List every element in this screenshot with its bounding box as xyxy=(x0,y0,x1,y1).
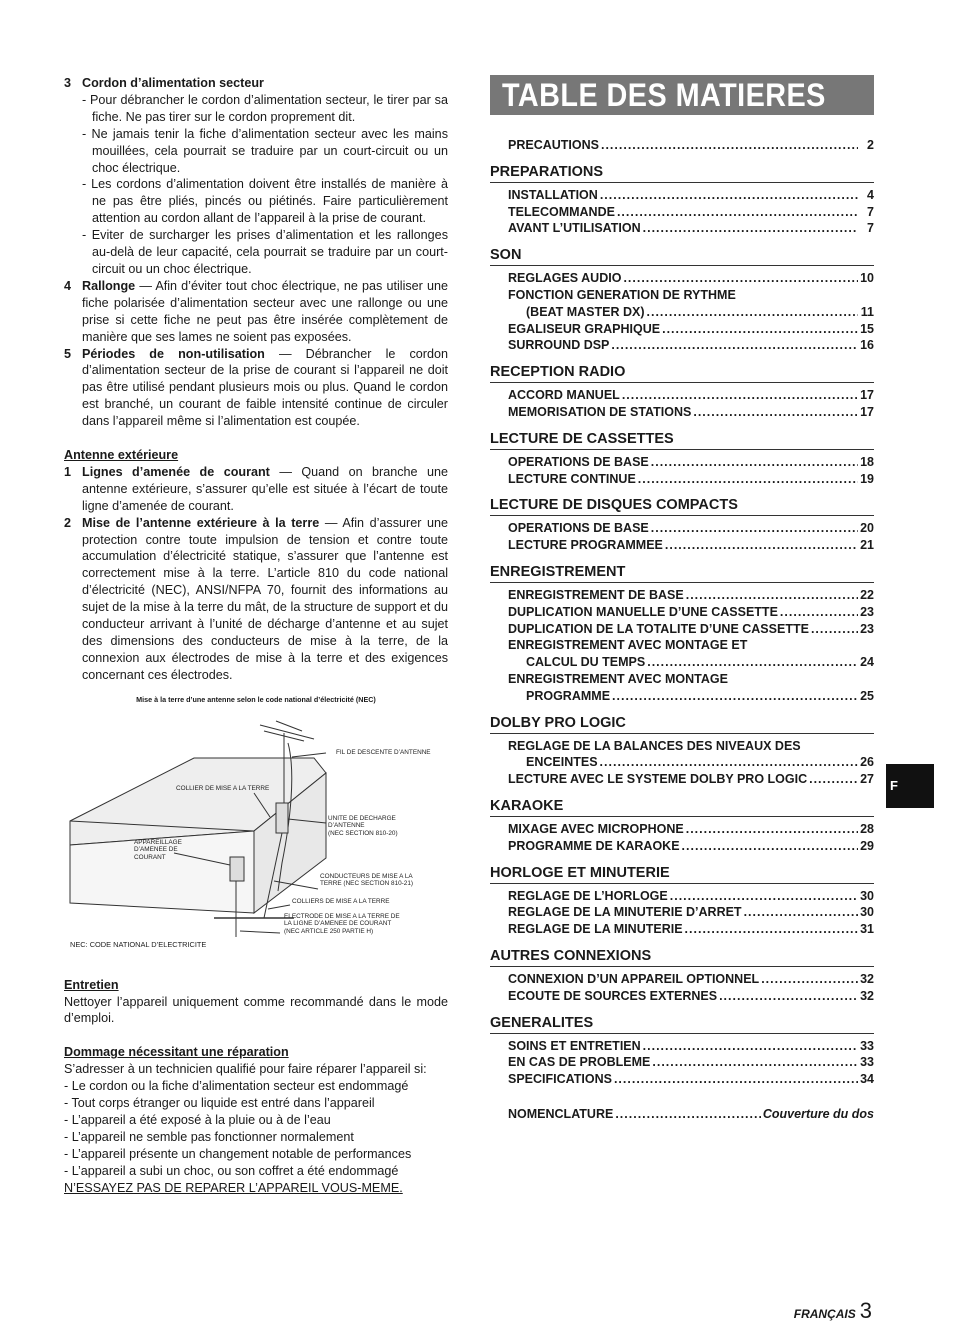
item-extension xyxy=(64,278,448,346)
toc-entry-label: EGALISEUR GRAPHIQUE xyxy=(508,321,661,336)
toc-entry-page: 30 xyxy=(860,888,874,903)
toc-entry[interactable] xyxy=(508,888,874,905)
dommage-list xyxy=(64,1078,448,1179)
toc-entry[interactable] xyxy=(508,688,874,705)
toc-entry-label: AVANT L’UTILISATION xyxy=(508,221,641,236)
toc-leader-dots xyxy=(600,187,858,204)
toc-entry-page: 32 xyxy=(860,988,874,1003)
toc-title-bar xyxy=(490,75,874,115)
toc-precautions xyxy=(508,137,874,154)
toc-entry-page: 15 xyxy=(860,321,874,336)
list-item: - L’appareil a subi un choc, ou son coffret a été endommagé xyxy=(64,1163,399,1178)
toc-leader-dots xyxy=(622,387,858,404)
toc-section-entries xyxy=(508,454,874,488)
toc-entry-page: 22 xyxy=(860,587,874,602)
toc-section-entries xyxy=(508,387,874,421)
toc-leader-dots xyxy=(780,604,858,621)
label-conductors xyxy=(320,873,413,888)
footer-language: FRANÇAIS xyxy=(793,1307,856,1321)
toc-entry-label: REGLAGE DE LA BALANCES DES NIVEAUX DES xyxy=(508,738,801,753)
toc-entry-page: 10 xyxy=(860,271,874,286)
toc-entry-page: 18 xyxy=(860,454,874,469)
toc-entry-label: REGLAGE DE LA MINUTERIE D’ARRET xyxy=(508,905,742,920)
toc-leader-dots xyxy=(809,771,858,788)
label-clamp: COLLIER DE MISE A LA TERRE xyxy=(176,784,270,792)
left-column xyxy=(64,75,448,1197)
toc-leader-dots xyxy=(643,220,858,237)
toc-entry[interactable] xyxy=(508,220,874,237)
toc-entry-page: 28 xyxy=(860,821,874,836)
toc-entry-page: 31 xyxy=(860,922,874,937)
toc-entry[interactable] xyxy=(508,321,874,338)
page-footer xyxy=(794,1298,872,1324)
toc-entry[interactable] xyxy=(508,1038,874,1055)
toc-leader-dots xyxy=(811,621,858,638)
toc-entry-label: FONCTION GENERATION DE RYTHME xyxy=(508,287,736,302)
toc-entry-label: MIXAGE AVEC MICROPHONE xyxy=(508,821,684,836)
toc-section-entries xyxy=(508,738,874,788)
list-item: - L’appareil a été exposé à la pluie ou à de l’eau xyxy=(64,1112,331,1127)
bullet: - Eviter de surcharger les prises d’alimentation et les rallonges au-delà de leur capacité, cela pourrait se traduire par un court-circuit ou un choc électrique. xyxy=(82,228,448,276)
label-line: APPAREILLAGE xyxy=(134,838,182,846)
toc-entry-page: 17 xyxy=(860,404,874,419)
toc-leader-dots xyxy=(600,754,858,771)
toc-section-heading[interactable]: KARAOKE xyxy=(490,798,874,817)
toc-leader-dots xyxy=(643,1038,858,1055)
label-line: (NEC ARTICLE 250 PARTIE H) xyxy=(284,927,374,935)
toc-entry-label: OPERATIONS DE BASE xyxy=(508,454,649,469)
toc-leader-dots xyxy=(601,137,858,154)
toc-nomenclature xyxy=(508,1106,874,1123)
language-tab xyxy=(886,764,934,808)
list-item: - Le cordon ou la fiche d’alimentation secteur est endommagé xyxy=(64,1079,409,1094)
label-nec: NEC: CODE NATIONAL D’ELECTRICITE xyxy=(70,939,207,949)
toc-entry-page: 4 xyxy=(867,187,874,202)
label-line: D’ANTENNE xyxy=(328,822,365,830)
toc-leader-dots xyxy=(686,587,858,604)
toc-section-entries xyxy=(508,888,874,938)
toc-entry-page: 26 xyxy=(860,755,874,770)
item-text: — Quand on branche une antenne extérieure, s’assurer qu’elle est située à l’écart de toute ligne d’amenée de courant. xyxy=(82,464,448,513)
toc-section-entries xyxy=(508,971,874,1005)
toc-entry-label: (BEAT MASTER DX) xyxy=(526,304,645,319)
toc-entry[interactable] xyxy=(508,304,874,321)
toc-leader-dots xyxy=(761,971,858,988)
toc-entry-label: REGLAGES AUDIO xyxy=(508,271,622,286)
toc-section-entries xyxy=(508,270,874,354)
toc-leader-dots xyxy=(615,1106,761,1123)
toc-entry-page: 30 xyxy=(860,905,874,920)
item-number: 4 xyxy=(64,278,72,293)
toc-leader-dots xyxy=(651,520,858,537)
item-antenna-grounding xyxy=(64,515,448,684)
toc-entry-label: CONNEXION D’UN APPAREIL OPTIONNEL xyxy=(508,971,760,986)
bullet: - Pour débrancher le cordon d’alimentation secteur, le tirer par sa fiche. Ne pas tirer sur le cordon proprement dit. xyxy=(82,92,448,124)
toc-entry-label: ENREGISTREMENT AVEC MONTAGE ET xyxy=(508,638,748,653)
toc-entry-label: DUPLICATION MANUELLE D’UNE CASSETTE xyxy=(508,604,778,619)
toc-sections xyxy=(490,164,874,1088)
toc-entry[interactable] xyxy=(508,1071,874,1088)
label-lead-in: FIL DE DESCENTE D’ANTENNE xyxy=(336,748,431,756)
toc-entry[interactable] xyxy=(508,1054,874,1071)
toc-entry-label: ENCEINTES xyxy=(526,755,598,770)
item-text: — Afin d’éviter tout choc électrique, ne pas utiliser une fiche polarisée d’alimentation secteur avec une rallonge ou une prise si cette fiche ne peut pas être insérée complètement de manière que ses lames ne soient pas exposées. xyxy=(82,278,448,344)
item-number: 3 xyxy=(64,76,72,90)
item-title: Rallonge xyxy=(82,278,136,293)
list-item: - L’appareil ne semble pas fonctionner normalement xyxy=(64,1129,354,1144)
toc-entry[interactable] xyxy=(508,738,874,755)
toc-leader-dots xyxy=(693,404,858,421)
label-clamps: COLLIERS DE MISE A LA TERRE xyxy=(292,897,390,905)
toc-section-entries xyxy=(508,1038,874,1088)
item-title: Périodes de non-utilisation xyxy=(82,346,265,361)
toc-entry-label: TELECOMMANDE xyxy=(508,204,615,219)
toc-entry-label: DUPLICATION DE LA TOTALITE D’UNE CASSETTE xyxy=(508,621,809,636)
toc-entry[interactable] xyxy=(508,387,874,404)
toc-entry-page: 32 xyxy=(860,971,874,986)
toc-section-heading[interactable]: LECTURE DE DISQUES COMPACTS xyxy=(490,497,874,516)
toc-entry[interactable] xyxy=(508,454,874,471)
toc-entry[interactable] xyxy=(508,137,874,154)
toc-entry[interactable] xyxy=(508,621,874,638)
toc-entry-page: Couverture du dos xyxy=(762,1106,874,1121)
toc-section-heading[interactable]: DOLBY PRO LOGIC xyxy=(490,715,874,734)
label-discharge-unit xyxy=(328,815,398,838)
item-non-use xyxy=(64,346,448,431)
toc-title: TABLE DES MATIERES xyxy=(502,77,826,113)
toc-leader-dots xyxy=(719,988,858,1005)
toc-leader-dots xyxy=(651,454,858,471)
toc-entry[interactable] xyxy=(508,287,874,304)
toc-entry-page: 7 xyxy=(867,204,874,219)
toc-entry-label: PRECAUTIONS xyxy=(508,138,599,152)
item-text: — Débrancher le cordon d’alimentation secteur de la prise de courant si l’appareil ne doit pas être utilisé pendant plusieurs mois ou plus. Quand le cordon est branché, un courant de faible intensité continue de circuler dans l’appareil même si l’alimentation est coupée. xyxy=(82,346,448,429)
toc-entry-label: LECTURE AVEC LE SYSTEME DOLBY PRO LOGIC xyxy=(508,772,808,787)
toc-entry[interactable] xyxy=(508,921,874,938)
toc-entry[interactable] xyxy=(508,520,874,537)
toc-entry-page: 11 xyxy=(860,304,874,319)
toc-entry-page: 23 xyxy=(860,621,874,636)
toc-entry[interactable] xyxy=(508,270,874,287)
toc-entry-page: 33 xyxy=(860,1055,874,1070)
toc-section-entries xyxy=(508,187,874,237)
item-text: — Afin d’assurer une protection contre toute impulsion de tension et contre toute accumulation d’électricité statique, s’assurer que l’antenne est correctement mise à la terre. L’article 810 du code national d’électricité (NEC), ANSI/NFPA 70, fournit des informations au sujet de la mise à la terre du mât, de la structure de support et du conducteur arrivant à l’unité de décharge d’antenne et au sujet des dimensions des conducteurs de mise à la terre, de la connexion aux électrodes de mise à la terre et des exigences concernant ces électrodes. xyxy=(82,515,448,682)
entretien-heading: Entretien xyxy=(64,977,119,992)
toc-section-heading[interactable]: ENREGISTREMENT xyxy=(490,564,874,583)
language-tab-label: F xyxy=(890,778,898,793)
toc-entry-label: INSTALLATION xyxy=(508,187,598,202)
toc-entry[interactable] xyxy=(508,838,874,855)
toc-entry[interactable] xyxy=(508,637,874,654)
toc-entry[interactable] xyxy=(508,404,874,421)
toc-section-heading[interactable]: LECTURE DE CASSETTES xyxy=(490,431,874,450)
toc-leader-dots xyxy=(665,537,858,554)
toc-entry-label: SPECIFICATIONS xyxy=(508,1072,612,1087)
label-service xyxy=(134,839,182,862)
toc-leader-dots xyxy=(647,304,858,321)
toc-entry-label: PROGRAMME xyxy=(526,688,611,703)
toc-entry-page: 33 xyxy=(860,1038,874,1053)
toc-section-entries xyxy=(508,520,874,554)
power-cord-bullets xyxy=(82,92,448,278)
item-power-lines xyxy=(64,464,448,515)
toc-entry-page: 2 xyxy=(867,138,874,152)
toc-entry-page: 34 xyxy=(860,1072,874,1087)
antenna-heading: Antenne extérieure xyxy=(64,448,179,463)
toc-entry-label: ECOUTE DE SOURCES EXTERNES xyxy=(508,988,718,1003)
toc-entry-label: OPERATIONS DE BASE xyxy=(508,521,649,536)
toc-entry[interactable] xyxy=(508,754,874,771)
toc-entry[interactable] xyxy=(508,988,874,1005)
toc-entry-page: 24 xyxy=(860,655,874,670)
toc-entry-label: LECTURE CONTINUE xyxy=(508,471,636,486)
label-line: CONDUCTEURS DE MISE A LA xyxy=(320,872,413,880)
toc-entry-page: 21 xyxy=(860,538,874,553)
toc-entry-page: 7 xyxy=(867,221,874,236)
item-title: Cordon d’alimentation secteur xyxy=(82,76,264,90)
toc-entry-page: 23 xyxy=(860,604,874,619)
toc-entry-label: PROGRAMME DE KARAOKE xyxy=(508,838,680,853)
toc-section-heading[interactable]: GENERALITES xyxy=(490,1015,874,1034)
bullet: - Les cordons d’alimentation doivent être installés de manière à ne pas être pliés, pincés ou piétinés. Faire particulièrement attention au cordon allant de l’appareil à la prise de courant. xyxy=(82,177,448,226)
toc-entry-page: 19 xyxy=(860,471,874,486)
dommage-heading: Dommage nécessitant une réparation xyxy=(64,1045,289,1060)
toc-leader-dots xyxy=(638,471,858,488)
toc-leader-dots xyxy=(612,688,858,705)
toc-entry-page: 17 xyxy=(860,388,874,403)
toc-entry-page: 20 xyxy=(860,521,874,536)
entretien-text: Nettoyer l’appareil uniquement comme recommandé dans le mode d’emploi. xyxy=(64,994,448,1026)
item-power-cord xyxy=(64,75,448,92)
label-line: UNITE DE DECHARGE xyxy=(328,814,396,822)
bullet: - Ne jamais tenir la fiche d’alimentation secteur avec les mains mouillées, cela pourrait se traduire par un court-circuit ou un choc électrique. xyxy=(82,126,448,175)
toc-entry-label: SOINS ET ENTRETIEN xyxy=(508,1038,641,1053)
toc-entry[interactable] xyxy=(508,904,874,921)
toc-entry-page: 25 xyxy=(860,688,874,703)
toc-entry[interactable] xyxy=(508,187,874,204)
toc-section-entries xyxy=(508,821,874,855)
toc-entry[interactable] xyxy=(508,971,874,988)
toc-entry[interactable] xyxy=(508,204,874,221)
diagram-caption: Mise à la terre d’une antenne selon le code national d’électricité (NEC) xyxy=(136,694,376,704)
label-electrode xyxy=(284,913,400,936)
toc-entry-label: NOMENCLATURE xyxy=(508,1106,614,1121)
toc-entry-label: SURROUND DSP xyxy=(508,338,610,353)
toc-entry-label: REGLAGE DE LA MINUTERIE xyxy=(508,922,683,937)
list-item: - Tout corps étranger ou liquide est entré dans l’appareil xyxy=(64,1096,375,1111)
list-item: - L’appareil présente un changement notable de performances xyxy=(64,1146,412,1161)
toc-section-heading[interactable]: RECEPTION RADIO xyxy=(490,364,874,383)
toc-entry-page: 16 xyxy=(860,338,874,353)
toc-section-heading[interactable]: SON xyxy=(490,247,874,266)
label-line: COURANT xyxy=(134,853,166,861)
toc-entry[interactable] xyxy=(508,471,874,488)
toc-section-heading[interactable]: PREPARATIONS xyxy=(490,164,874,183)
toc-leader-dots xyxy=(652,1054,858,1071)
toc-entry-page: 29 xyxy=(860,838,874,853)
toc-entry-label: EN CAS DE PROBLEME xyxy=(508,1055,651,1070)
label-line: (NEC SECTION 810-20) xyxy=(328,829,398,837)
toc-section-heading[interactable]: AUTRES CONNEXIONS xyxy=(490,948,874,967)
toc-entry-label: LECTURE PROGRAMMEE xyxy=(508,538,663,553)
item-title: Mise de l’antenne extérieure à la terre xyxy=(82,515,320,530)
toc-entry[interactable] xyxy=(508,671,874,688)
label-line: LA LIGNE D’AMENEE DE COURANT xyxy=(284,920,392,928)
toc-section-heading[interactable]: HORLOGE ET MINUTERIE xyxy=(490,865,874,884)
label-line: D’AMENEE DE xyxy=(134,846,178,854)
toc-entry-label: MEMORISATION DE STATIONS xyxy=(508,404,692,419)
item-number: 5 xyxy=(64,346,72,361)
item-number: 1 xyxy=(64,464,72,479)
toc-leader-dots xyxy=(682,838,858,855)
toc-entry-label: REGLAGE DE L’HORLOGE xyxy=(508,888,668,903)
toc-entry[interactable] xyxy=(508,337,874,354)
toc-leader-dots xyxy=(623,270,858,287)
page-number: 3 xyxy=(859,1298,872,1323)
label-line: TERRE (NEC SECTION 810-21) xyxy=(320,880,414,888)
item-number: 2 xyxy=(64,515,72,530)
repair-warning: N’ESSAYEZ PAS DE REPARER L’APPAREIL VOUS-MEME. xyxy=(64,1180,403,1195)
toc-entry-label: ENREGISTREMENT DE BASE xyxy=(508,587,684,602)
toc-entry[interactable] xyxy=(508,1106,874,1123)
toc-entry[interactable] xyxy=(508,771,874,788)
toc-leader-dots xyxy=(744,904,858,921)
toc-leader-dots xyxy=(617,204,858,221)
dommage-intro: S’adresser à un technicien qualifié pour faire réparer l’appareil si: xyxy=(64,1062,427,1077)
toc-entry[interactable] xyxy=(508,604,874,621)
toc-entry-label: CALCUL DU TEMPS xyxy=(526,655,646,670)
toc-entry[interactable] xyxy=(508,654,874,671)
toc-leader-dots xyxy=(611,337,858,354)
toc-leader-dots xyxy=(685,921,858,938)
toc-entry-label: ACCORD MANUEL xyxy=(508,388,620,403)
toc-leader-dots xyxy=(662,321,858,338)
toc-entry-page: 27 xyxy=(860,772,874,787)
toc-entry-label: ENREGISTREMENT AVEC MONTAGE xyxy=(508,671,728,686)
table-of-contents xyxy=(490,75,874,1123)
toc-entry[interactable] xyxy=(508,537,874,554)
toc-leader-dots xyxy=(614,1071,858,1088)
toc-leader-dots xyxy=(670,888,858,905)
toc-entry[interactable] xyxy=(508,821,874,838)
item-title: Lignes d’amenée de courant xyxy=(82,464,270,479)
label-line: ELECTRODE DE MISE A LA TERRE DE xyxy=(284,912,400,920)
toc-leader-dots xyxy=(686,821,858,838)
toc-entry[interactable] xyxy=(508,587,874,604)
toc-section-entries xyxy=(508,587,874,705)
toc-leader-dots xyxy=(647,654,858,671)
grounding-diagram xyxy=(64,713,448,971)
